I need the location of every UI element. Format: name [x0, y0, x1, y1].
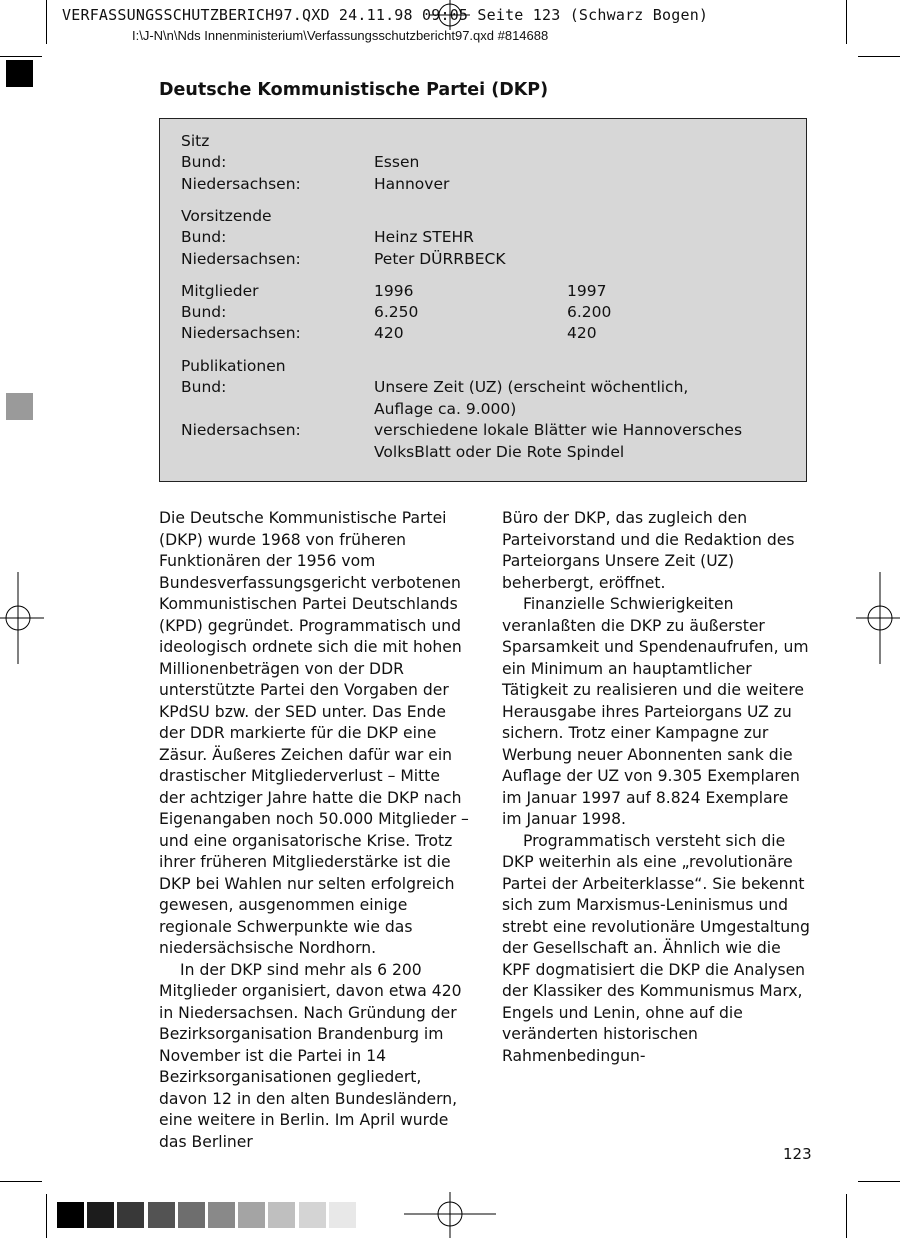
publikationen-nds-label: Niedersachsen:	[181, 421, 301, 439]
party-info-box	[159, 118, 807, 482]
gray-section-marker	[6, 393, 33, 420]
publikationen-nds-line2: VolksBlatt oder Die Rote Spindel	[374, 443, 625, 461]
mitglieder-year-1996: 1996	[374, 282, 414, 300]
gray-swatch	[148, 1202, 175, 1228]
black-section-marker	[6, 60, 33, 87]
text-column-left	[159, 508, 469, 1153]
gray-swatch	[329, 1202, 356, 1228]
file-path-line: I:\J-N\n\Nds Innenministerium\Verfassungsschutzbericht97.qxd #814688	[132, 28, 549, 43]
crop-mark	[46, 0, 47, 44]
sitz-bund-label: Bund:	[181, 153, 227, 171]
sitz-nds-label: Niedersachsen:	[181, 175, 301, 193]
gray-swatch	[208, 1202, 235, 1228]
section-heading: Deutsche Kommunistische Partei (DKP)	[159, 80, 549, 100]
vorsitzende-nds-value: Peter DÜRRBECK	[374, 250, 506, 268]
mitglieder-year-1997: 1997	[567, 282, 607, 300]
gray-swatch	[299, 1202, 326, 1228]
crop-mark	[0, 56, 42, 57]
mitglieder-nds-1996: 420	[374, 324, 404, 342]
publikationen-nds-line1: verschiedene lokale Blätter wie Hannoversches	[374, 421, 743, 439]
paragraph: Finanzielle Schwierigkeiten veranlaßten die DKP zu äußerster Sparsamkeit und Spendenaufrufen, um ein Minimum an hauptamtlicher Tätigkeit zu realisieren und die weitere Herausgabe ihres Parteiorgans UZ zu sichern. Trotz einer Kampagne zur Werbung neuer Abonnenten sank die Auflage der UZ von 9.305 Exemplaren im Januar 1997 auf 8.824 Exemplare im Januar 1998.	[502, 595, 809, 828]
gray-swatch	[238, 1202, 265, 1228]
gray-swatch	[268, 1202, 295, 1228]
mitglieder-bund-1996: 6.250	[374, 303, 419, 321]
paragraph: Programmatisch versteht sich die DKP weiterhin als eine „revolutionäre Partei der Arbeiterklasse“. Sie bekennt sich zum Marxismus-Leninismus und strebt eine revolutionäre Umgestaltung der Gesellschaft an. Ähnlich wie die KPF dogmatisiert die DKP die Analysen der Klassiker des Kommunismus Marx, Engels und Lenin, ohne auf die veränderten historischen Rahmenbedingun-	[502, 831, 810, 1065]
sitz-nds-value: Hannover	[374, 175, 450, 193]
sitz-bund-value: Essen	[374, 153, 420, 171]
registration-mark-bottom	[404, 1192, 496, 1238]
vorsitzende-nds-label: Niedersachsen:	[181, 250, 301, 268]
mitglieder-bund-1997: 6.200	[567, 303, 612, 321]
crop-mark	[858, 1181, 900, 1182]
crop-mark	[846, 1194, 847, 1238]
text-column-right	[502, 508, 812, 1067]
paragraph: Die Deutsche Kommunistische Partei (DKP) wurde 1968 von früheren Funktionären der 1956 vom Bundesverfassungsgericht verbotenen Kommunistischen Partei Deutschlands (KPD) gegründet. Programmatisch und ideologisch ordnete sich die mit hohen Millionenbeträgen von der DDR unterstützte Partei den Vorgaben der KPdSU bzw. der SED unter. Das Ende der DDR markierte für die DKP eine Zäsur. Äußeres Zeichen dafür war ein drastischer Mitgliederverlust – Mitte der achtziger Jahre hatte die DKP nach Eigenangaben noch 50.000 Mitglieder – und eine organisatorische Krise. Trotz ihrer früheren Mitgliederstärke ist die DKP bei Wahlen nur selten erfolgreich gewesen, ausgenommen einige regionale Schwerpunkte wie das niedersächsische Nordhorn.	[159, 509, 469, 957]
registration-mark-right	[854, 572, 900, 664]
registration-mark-left	[0, 572, 46, 664]
sitz-label: Sitz	[181, 132, 210, 150]
paragraph: In der DKP sind mehr als 6 200 Mitglieder organisiert, davon etwa 420 in Niedersachsen. Nach Gründung der Bezirksorganisation Brandenburg im November ist die Partei in 14 Bezirksorganisationen gegliedert, davon 12 in den alten Bundesländern, eine weitere in Berlin. Im April wurde das Berliner	[159, 960, 462, 1151]
crop-mark	[0, 1181, 42, 1182]
paragraph: Büro der DKP, das zugleich den Parteivorstand und die Redaktion des Parteiorgans Unsere Zeit (UZ) beherbergt, eröffnet.	[502, 509, 795, 592]
gray-swatch	[57, 1202, 84, 1228]
crop-mark	[846, 0, 847, 44]
gray-swatch	[87, 1202, 114, 1228]
vorsitzende-bund-value: Heinz STEHR	[374, 228, 474, 246]
mitglieder-label: Mitglieder	[181, 282, 259, 300]
mitglieder-nds-label: Niedersachsen:	[181, 324, 301, 342]
print-slug-line: VERFASSUNGSSCHUTZBERICH97.QXD 24.11.98 09:05 Seite 123 (Schwarz Bogen)	[62, 6, 709, 24]
vorsitzende-label: Vorsitzende	[181, 207, 272, 225]
page-number: 123	[783, 1145, 812, 1163]
publikationen-bund-label: Bund:	[181, 378, 227, 396]
publikationen-bund-line1: Unsere Zeit (UZ) (erscheint wöchentlich,	[374, 378, 689, 396]
gray-swatch	[117, 1202, 144, 1228]
crop-mark	[858, 56, 900, 57]
crop-mark	[46, 1194, 47, 1238]
publikationen-bund-line2: Auflage ca. 9.000)	[374, 400, 517, 418]
mitglieder-bund-label: Bund:	[181, 303, 227, 321]
registration-mark-top	[428, 0, 472, 30]
publikationen-label: Publikationen	[181, 357, 286, 375]
vorsitzende-bund-label: Bund:	[181, 228, 227, 246]
gray-swatch	[178, 1202, 205, 1228]
mitglieder-nds-1997: 420	[567, 324, 597, 342]
